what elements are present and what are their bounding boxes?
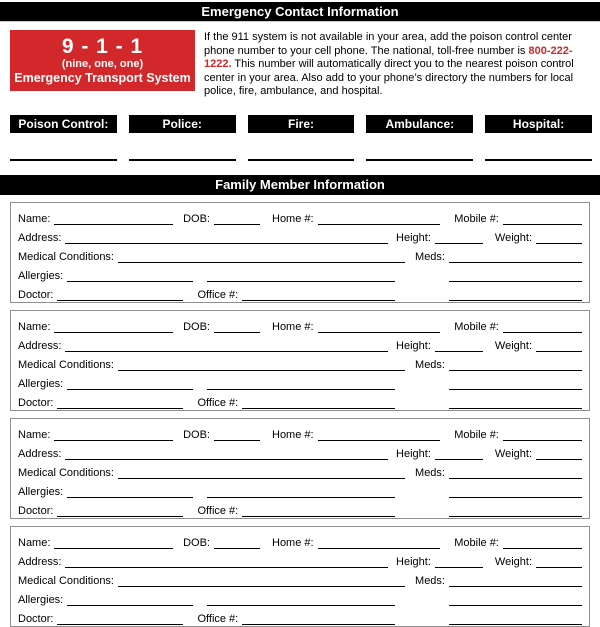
weight-label: Weight: [494, 447, 532, 460]
office-phone-blank-line [242, 507, 395, 517]
member-row-address [18, 549, 582, 568]
weight-label: Weight: [494, 339, 532, 352]
mobile-phone-label: Mobile #: [454, 320, 499, 333]
medical-conditions-blank-line [118, 469, 405, 479]
address-blank-line [65, 558, 388, 568]
allergies-label: Allergies: [18, 485, 64, 498]
member-row-name [18, 530, 582, 549]
home-phone-label: Home #: [272, 536, 314, 549]
home-phone-label: Home #: [272, 212, 314, 225]
name-label: Name: [18, 536, 51, 549]
address-blank-line [65, 450, 388, 460]
dob-blank-line [214, 539, 260, 549]
member-row-medical [18, 460, 582, 479]
office-phone-label: Office #: [197, 288, 239, 301]
name-label: Name: [18, 212, 51, 225]
weight-label: Weight: [494, 555, 532, 568]
member-row-allergies [18, 479, 582, 498]
contact-phone-blank-line [129, 159, 236, 161]
height-blank-line [435, 342, 483, 352]
intro-text-before: If the 911 system is not available in your area, add the poison control center phone number to your cell phone. The national, toll-free number is [204, 31, 572, 57]
page-title: Emergency Contact Information [0, 2, 600, 22]
name-blank-line [54, 323, 173, 333]
name-label: Name: [18, 428, 51, 441]
home-phone-label: Home #: [272, 320, 314, 333]
mobile-phone-label: Mobile #: [454, 536, 499, 549]
name-label: Name: [18, 320, 51, 333]
mobile-phone-label: Mobile #: [454, 212, 499, 225]
weight-blank-line [536, 558, 582, 568]
medical-conditions-continuation-line [207, 272, 395, 282]
meds-continuation-line-2 [449, 615, 582, 625]
dob-blank-line [214, 431, 260, 441]
member-row-doctor [18, 390, 582, 409]
member-row-doctor [18, 498, 582, 517]
medical-conditions-blank-line [118, 253, 405, 263]
member-row-address [18, 225, 582, 244]
doctor-blank-line [57, 615, 183, 625]
weight-blank-line [536, 450, 582, 460]
home-phone-blank-line [318, 539, 441, 549]
medical-conditions-blank-line [118, 361, 405, 371]
allergies-blank-line [67, 380, 193, 390]
address-blank-line [65, 342, 388, 352]
allergies-label: Allergies: [18, 593, 64, 606]
doctor-label: Doctor: [18, 396, 54, 409]
contact-label-box: Fire: [248, 115, 355, 133]
office-phone-label: Office #: [197, 612, 239, 625]
meds-continuation-line [449, 272, 582, 282]
intro-section [10, 30, 590, 99]
contact-label-box: Poison Control: [10, 115, 117, 133]
address-label: Address: [18, 231, 62, 244]
contact-label-box: Hospital: [485, 115, 592, 133]
medical-conditions-continuation-line [207, 380, 395, 390]
meds-blank-line [449, 469, 582, 479]
mobile-phone-blank-line [503, 323, 582, 333]
meds-label: Meds: [415, 250, 445, 263]
dob-blank-line [214, 215, 260, 225]
name-blank-line [54, 431, 173, 441]
home-phone-blank-line [318, 323, 441, 333]
home-phone-blank-line [318, 431, 441, 441]
allergies-blank-line [67, 596, 193, 606]
member-row-name [18, 206, 582, 225]
dob-label: DOB: [183, 212, 210, 225]
member-row-medical [18, 568, 582, 587]
meds-continuation-line-2 [449, 291, 582, 301]
family-member-block [10, 202, 590, 303]
meds-label: Meds: [415, 574, 445, 587]
member-row-allergies [18, 587, 582, 606]
member-row-allergies [18, 263, 582, 282]
doctor-label: Doctor: [18, 504, 54, 517]
address-label: Address: [18, 555, 62, 568]
contact-phone-blank-line [248, 159, 355, 161]
emergency-transport-system-label: Emergency Transport System [14, 71, 191, 85]
family-section-title: Family Member Information [0, 175, 600, 195]
weight-blank-line [536, 342, 582, 352]
member-row-doctor [18, 606, 582, 625]
medical-conditions-label: Medical Conditions: [18, 250, 114, 263]
member-row-name [18, 422, 582, 441]
doctor-blank-line [57, 291, 183, 301]
poison-control-phone-number: 800-222-1222. [204, 44, 573, 70]
height-blank-line [435, 558, 483, 568]
home-phone-label: Home #: [272, 428, 314, 441]
medical-conditions-continuation-line [207, 596, 395, 606]
office-phone-label: Office #: [197, 504, 239, 517]
dob-blank-line [214, 323, 260, 333]
mobile-phone-blank-line [503, 539, 582, 549]
member-row-name [18, 314, 582, 333]
height-label: Height: [396, 231, 431, 244]
height-label: Height: [396, 447, 431, 460]
height-label: Height: [396, 555, 431, 568]
medical-conditions-label: Medical Conditions: [18, 466, 114, 479]
meds-continuation-line-2 [449, 399, 582, 409]
member-row-allergies [18, 371, 582, 390]
meds-blank-line [449, 253, 582, 263]
name-blank-line [54, 215, 173, 225]
family-member-blocks [0, 202, 600, 627]
allergies-blank-line [67, 488, 193, 498]
member-row-address [18, 333, 582, 352]
member-row-doctor [18, 282, 582, 301]
doctor-blank-line [57, 399, 183, 409]
contact-label-box: Police: [129, 115, 236, 133]
member-row-medical [18, 352, 582, 371]
dob-label: DOB: [183, 428, 210, 441]
dob-label: DOB: [183, 536, 210, 549]
meds-continuation-line [449, 488, 582, 498]
doctor-label: Doctor: [18, 612, 54, 625]
911-number: 9 - 1 - 1 [61, 35, 144, 58]
emergency-contacts-row [10, 115, 592, 133]
mobile-phone-blank-line [503, 215, 582, 225]
911-number-words: (nine, one, one) [61, 58, 144, 70]
office-phone-label: Office #: [197, 396, 239, 409]
medical-conditions-blank-line [118, 577, 405, 587]
contact-phone-blank-line [366, 159, 473, 161]
contact-phone-blank-line [10, 159, 117, 161]
contact-phone-blank-line [485, 159, 592, 161]
medical-conditions-label: Medical Conditions: [18, 574, 114, 587]
office-phone-blank-line [242, 399, 395, 409]
contact-label-box: Ambulance: [366, 115, 473, 133]
meds-continuation-line [449, 596, 582, 606]
mobile-phone-blank-line [503, 431, 582, 441]
meds-continuation-line [449, 380, 582, 390]
member-row-medical [18, 244, 582, 263]
mobile-phone-label: Mobile #: [454, 428, 499, 441]
dob-label: DOB: [183, 320, 210, 333]
address-label: Address: [18, 339, 62, 352]
emergency-contacts-blank-lines [10, 159, 592, 161]
allergies-blank-line [67, 272, 193, 282]
height-blank-line [435, 234, 483, 244]
allergies-label: Allergies: [18, 269, 64, 282]
meds-continuation-line-2 [449, 507, 582, 517]
medical-conditions-label: Medical Conditions: [18, 358, 114, 371]
office-phone-blank-line [242, 291, 395, 301]
weight-label: Weight: [494, 231, 532, 244]
home-phone-blank-line [318, 215, 441, 225]
intro-paragraph [204, 30, 590, 99]
meds-label: Meds: [415, 358, 445, 371]
family-member-block [10, 418, 590, 519]
doctor-blank-line [57, 507, 183, 517]
doctor-label: Doctor: [18, 288, 54, 301]
medical-conditions-continuation-line [207, 488, 395, 498]
name-blank-line [54, 539, 173, 549]
family-member-block [10, 526, 590, 627]
height-blank-line [435, 450, 483, 460]
911-emergency-box [10, 30, 195, 91]
meds-blank-line [449, 361, 582, 371]
address-label: Address: [18, 447, 62, 460]
intro-text-after: This number will automatically direct you to the nearest poison control center in your area. Also add to your phone’s directory the numbers for local police, fire, ambulance, and hospital. [204, 58, 574, 97]
allergies-label: Allergies: [18, 377, 64, 390]
member-row-address [18, 441, 582, 460]
family-member-block [10, 310, 590, 411]
meds-blank-line [449, 577, 582, 587]
office-phone-blank-line [242, 615, 395, 625]
address-blank-line [65, 234, 388, 244]
height-label: Height: [396, 339, 431, 352]
weight-blank-line [536, 234, 582, 244]
meds-label: Meds: [415, 466, 445, 479]
